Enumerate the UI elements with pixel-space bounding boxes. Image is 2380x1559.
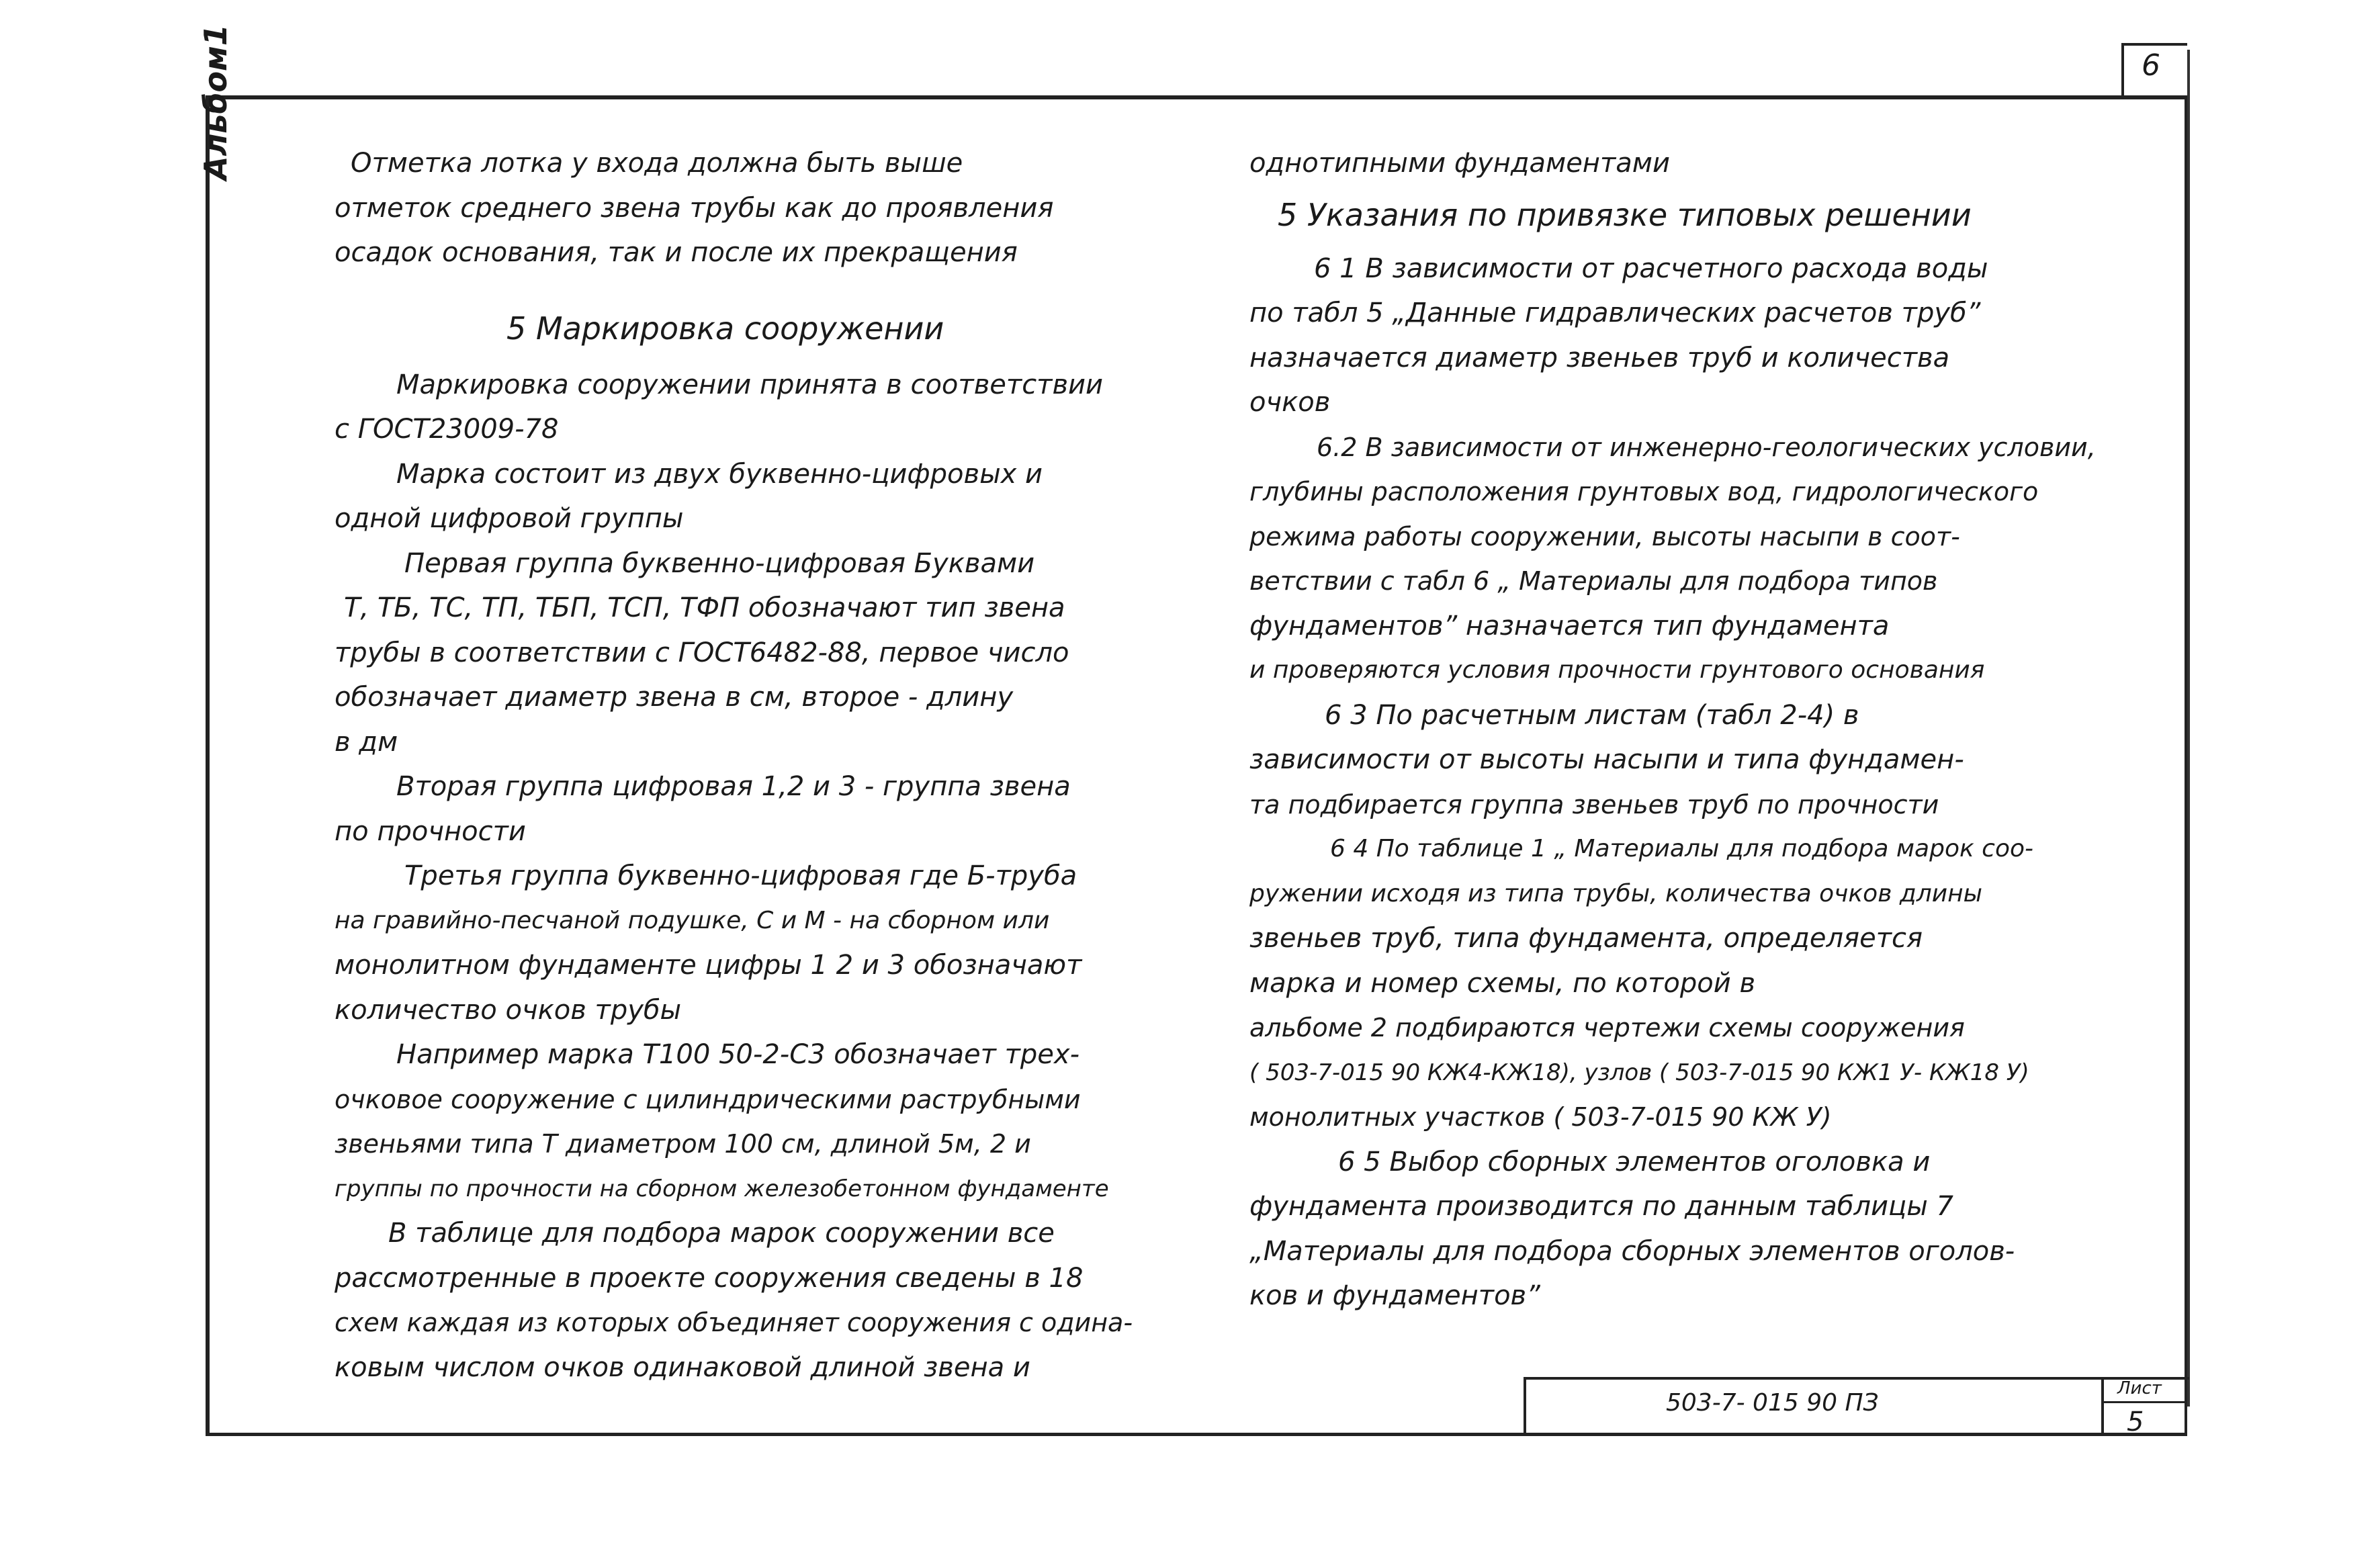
text-line: обозначает диаметр звена в см, второе - длину <box>335 682 1014 713</box>
album-label: Альбом1 <box>197 24 234 180</box>
text-line: В таблице для подбора марок сооружении все <box>388 1218 1055 1249</box>
text-line: Вторая группа цифровая 1,2 и 3 - группа звена <box>396 771 1071 802</box>
text-line: 6 3 По расчетным листам (табл 2-4) в <box>1325 699 1859 731</box>
section-heading-marking: 5 Маркировка сооружении <box>506 310 944 347</box>
text-line: Третья группа буквенно-цифровая где Б-труба <box>404 860 1077 891</box>
text-line: Марка состоит из двух буквенно-цифровых и <box>396 458 1043 490</box>
text-line: по прочности <box>335 815 526 847</box>
left-text-column <box>335 141 1167 1390</box>
sheet-cell-divider <box>2101 1401 2187 1403</box>
text-line: однотипными фундаментами <box>1249 148 1670 179</box>
text-line: и проверяются условия прочности грунтового основания <box>1249 656 1985 684</box>
text-line: по табл 5 „Данные гидравлических расчетов труб” <box>1249 298 1981 328</box>
text-line: рассмотренные в проекте сооружения сведены в 18 <box>335 1262 1084 1294</box>
document-code: 503-7- 015 90 ПЗ <box>1666 1389 1879 1417</box>
text-line: фундаментов” назначается тип фундамента <box>1249 610 1890 641</box>
sheet-number: 5 <box>2127 1407 2144 1437</box>
text-line: звеньев труб, типа фундамента, определяется <box>1249 923 1923 954</box>
right-text-column <box>1249 141 2096 1319</box>
text-line: 6 4 По таблице 1 „ Материалы для подбора марок соо- <box>1330 835 2033 862</box>
text-line: Первая группа буквенно-цифровая Буквами <box>404 547 1035 579</box>
text-line: отметок среднего звена трубы как до проявления <box>335 192 1054 224</box>
text-line: альбоме 2 подбираются чертежи схемы сооружения <box>1249 1013 1965 1042</box>
text-line: Например марка Т100 50-2-С3 обозначает трех- <box>396 1039 1080 1070</box>
section-heading-instructions: 5 Указания по привязке типовых решении <box>1278 196 1972 233</box>
text-line: монолитном фундаменте цифры 1 2 и 3 обозначают <box>335 950 1082 981</box>
text-line: очков <box>1249 387 1331 418</box>
text-line: назначается диаметр звеньев труб и количества <box>1249 342 1950 373</box>
text-line: 6 1 В зависимости от расчетного расхода воды <box>1314 253 1988 284</box>
text-line: марка и номер схемы, по которой в <box>1249 967 1756 999</box>
text-line: схем каждая из которых объединяет сооружения с одина- <box>335 1308 1133 1337</box>
text-line: ков и фундаментов” <box>1249 1280 1540 1311</box>
text-line: ветствии с табл 6 „ Материалы для подбора типов <box>1249 566 1938 596</box>
text-line: монолитных участков ( 503-7-015 90 КЖ У) <box>1249 1102 1832 1132</box>
text-line: в дм <box>335 726 398 758</box>
sheet-label: Лист <box>2117 1378 2162 1398</box>
text-line: ( 503-7-015 90 КЖ4-КЖ18), узлов ( 503-7-015 90 КЖ1 У- КЖ18 У) <box>1249 1059 2029 1086</box>
text-line: Т, ТБ, ТС, ТП, ТБП, ТСП, ТФП обозначают тип звена <box>344 592 1065 623</box>
page-number: 6 <box>2142 48 2160 83</box>
text-line: одной цифровой группы <box>335 503 684 534</box>
text-line: ковым числом очков одинаковой длиной звена и <box>335 1351 1030 1383</box>
text-line: группы по прочности на сборном железобетонном фундаменте <box>335 1175 1109 1202</box>
text-line: ружении исходя из типа трубы, количества очков длины <box>1249 879 1983 907</box>
text-line: с ГОСТ23009-78 <box>335 414 559 445</box>
text-line: режима работы сооружении, высоты насыпи в соот- <box>1249 521 1960 551</box>
frame-outer-edge <box>2187 50 2190 1407</box>
text-line: глубины расположения грунтовых вод, гидрологического <box>1249 477 2039 506</box>
text-line: Отметка лотка у входа должна быть выше <box>351 148 963 179</box>
text-line: фундамента производится по данным таблицы 7 <box>1249 1191 1954 1222</box>
text-line: на гравийно-песчаной подушке, С и М - на сборном или <box>335 906 1050 934</box>
text-line: звеньями типа Т диаметром 100 см, длиной 5м, 2 и <box>335 1129 1031 1159</box>
text-line: осадок основания, так и после их прекращения <box>335 237 1018 268</box>
text-line: Маркировка сооружении принята в соответствии <box>396 369 1104 400</box>
text-line: количество очков трубы <box>335 994 682 1026</box>
text-line: 6.2 В зависимости от инженерно-геологических условии, <box>1317 432 2096 462</box>
text-line: та подбирается группа звеньев труб по прочности <box>1249 789 1939 819</box>
text-line: очковое сооружение с цилиндрическими раструбными <box>335 1084 1081 1114</box>
text-line: зависимости от высоты насыпи и типа фундамен- <box>1249 744 1964 775</box>
text-line: „Материалы для подбора сборных элементов оголов- <box>1249 1235 2015 1267</box>
text-line: 6 5 Выбор сборных элементов оголовка и <box>1338 1146 1931 1177</box>
text-line: трубы в соответствии с ГОСТ6482-88, первое число <box>335 637 1069 668</box>
